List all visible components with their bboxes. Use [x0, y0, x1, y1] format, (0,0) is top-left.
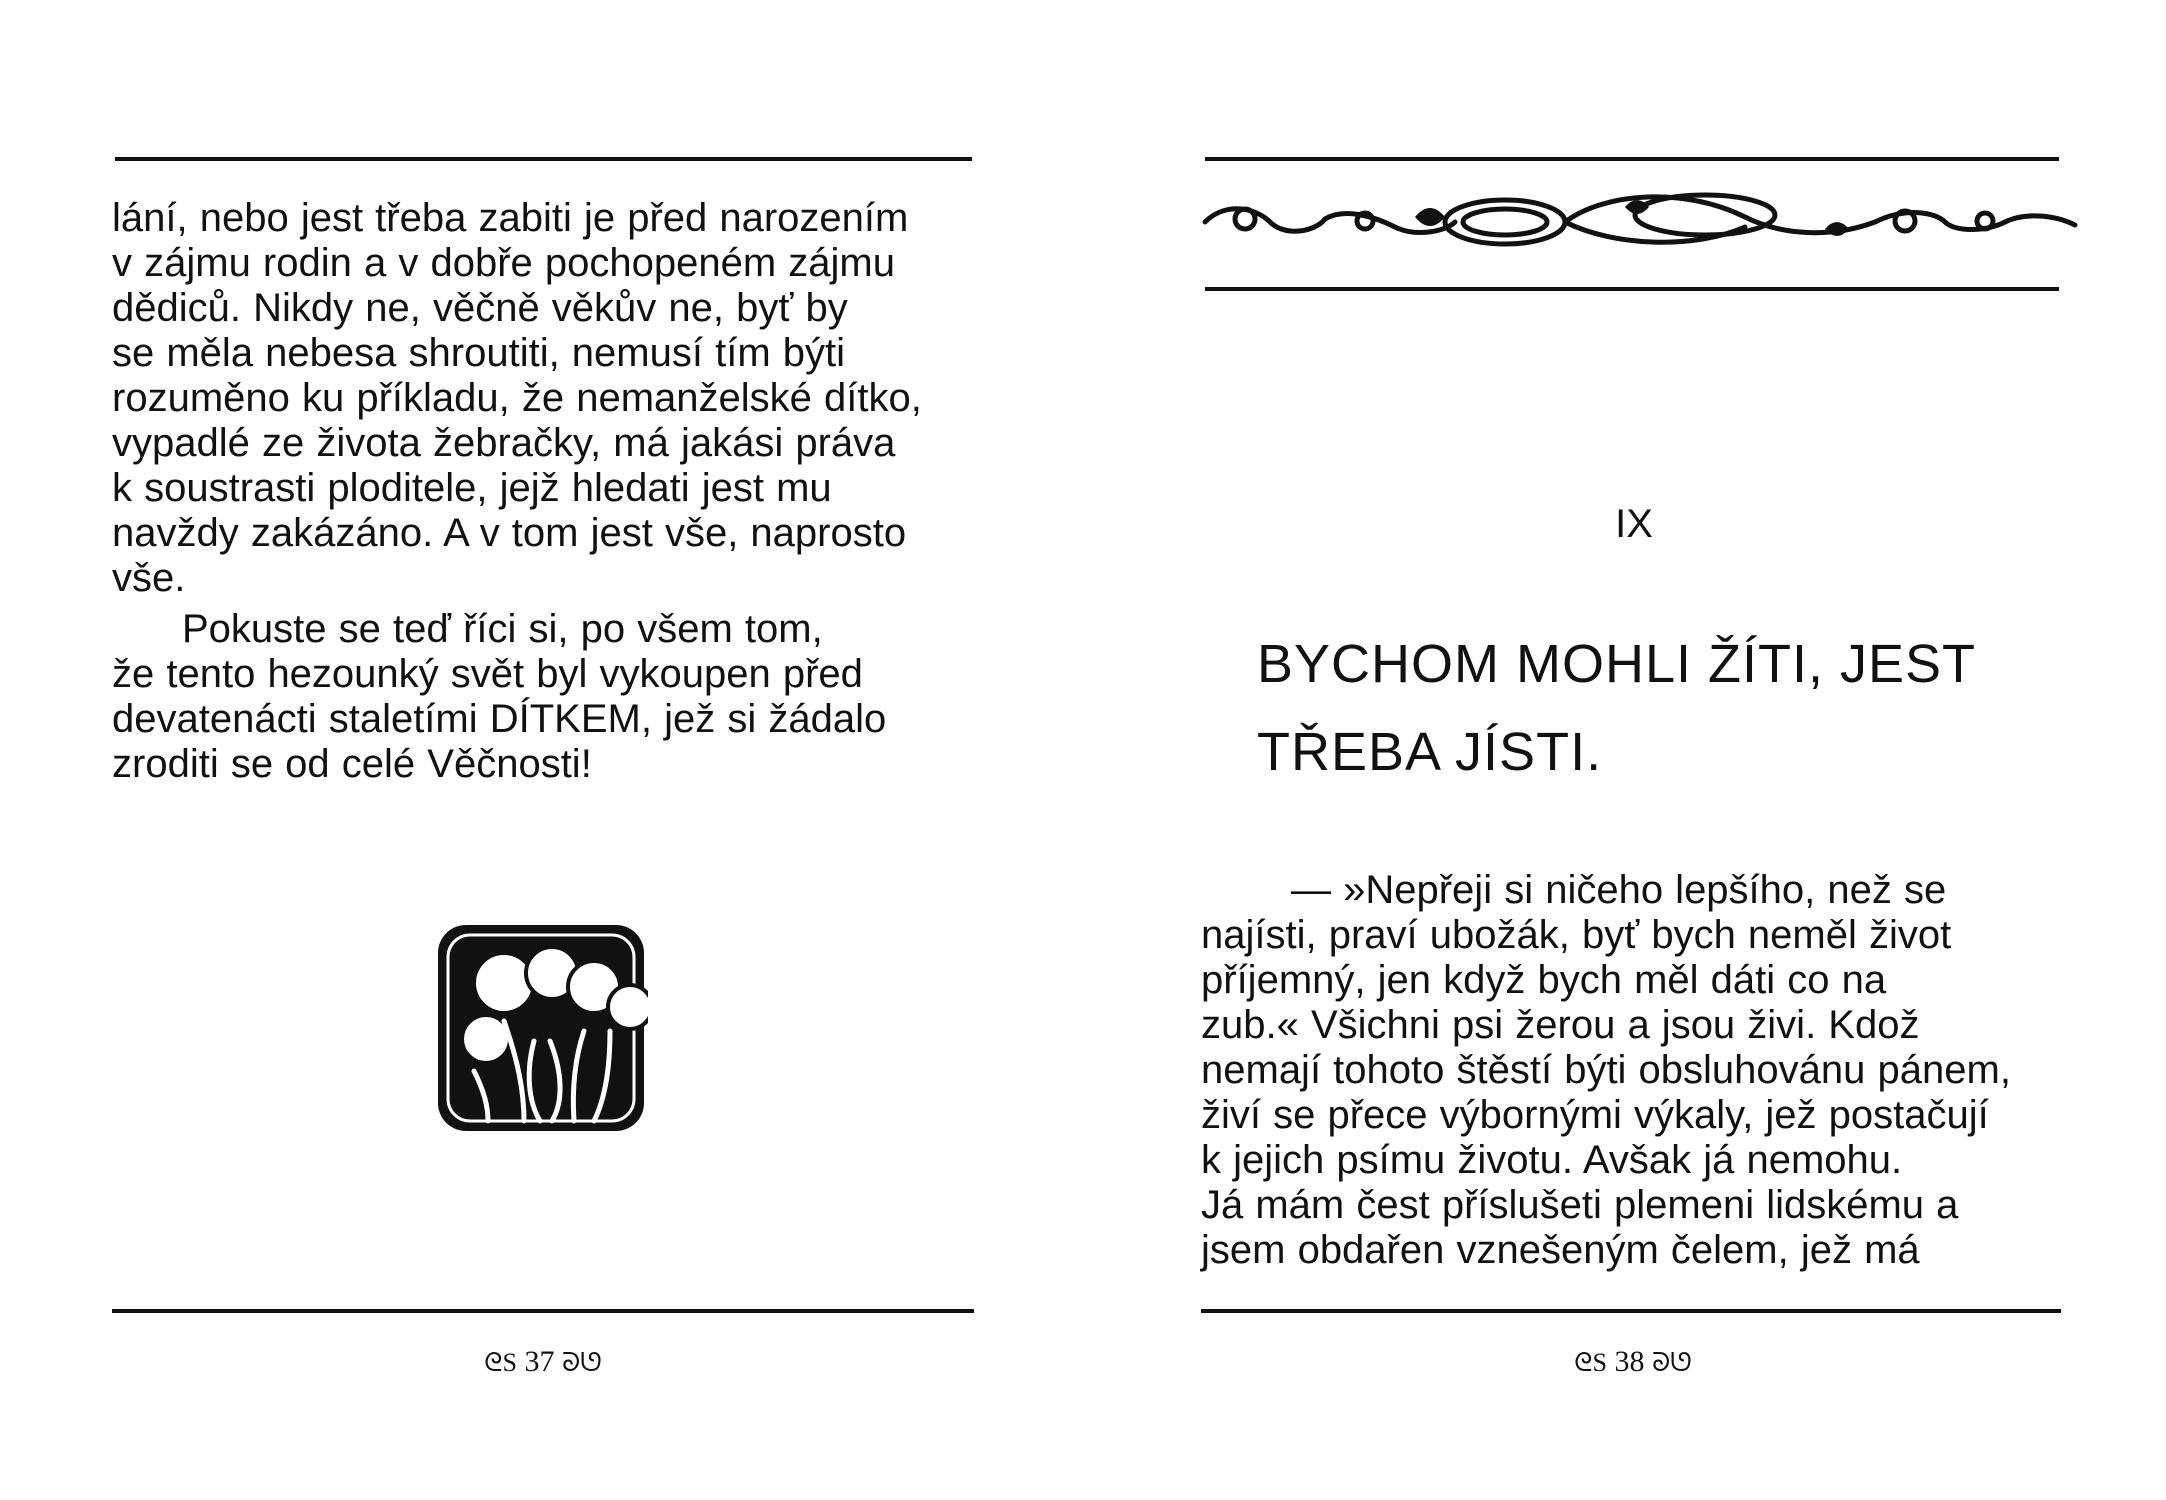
ornamental-headband-icon	[1185, 177, 2085, 267]
left-top-rule	[115, 157, 972, 161]
left-bottom-rule	[112, 1309, 974, 1313]
left-p1-line: lání, nebo jest třeba zabiti je před narozením	[112, 196, 909, 240]
right-p-line: příjemný, jen když bych měl dáti co na	[1201, 958, 1887, 1002]
right-p-line: zub.« Všichni psi žerou a jsou živi. Kdož	[1201, 1003, 1920, 1047]
page-number-left: 37	[524, 1345, 555, 1378]
folio-right-ornament-icon: ᘐᘎ	[561, 1348, 602, 1377]
left-paragraph-1	[112, 196, 974, 601]
right-folio	[1483, 1345, 1783, 1379]
left-p1-line: rozuměno ku příkladu, že nemanželské dítko,	[112, 376, 922, 420]
left-p1-line: v zájmu rodin a v dobře pochopeném zájmu	[112, 241, 895, 285]
left-p1-line: dědiců. Nikdy ne, věčně věkův ne, byť by	[112, 286, 848, 330]
right-p-line: jsem obdařen vznešeným čelem, jež má	[1201, 1228, 1920, 1272]
left-paragraph-2	[112, 607, 974, 787]
right-p-line: — »Nepřeji si ničeho lepšího, než se	[1291, 868, 1947, 912]
folio-left-ornament-icon: ᘓS	[1574, 1348, 1607, 1377]
right-p-line: živí se přece výbornými výkaly, jež postačují	[1201, 1093, 1989, 1137]
left-p2-line: že tento hezounký svět byl vykoupen před	[112, 652, 863, 696]
right-p-line: Já mám čest příslušeti plemeni lidskému a	[1201, 1183, 1959, 1227]
right-page-text	[1201, 868, 2061, 1273]
left-p2-line: devatenácti staletími DÍTKEM, jež si žádalo	[112, 697, 887, 741]
right-top-rule	[1205, 157, 2059, 161]
right-bottom-rule	[1201, 1309, 2061, 1313]
left-p2-line: zroditi se od celé Věčnosti!	[112, 742, 592, 786]
chapter-number: IX	[1615, 502, 1653, 546]
left-p1-line: se měla nebesa shroutiti, nemusí tím býti	[112, 331, 845, 375]
left-page-text	[112, 196, 974, 787]
chapter-title	[1257, 620, 2057, 796]
right-paragraph	[1201, 868, 2061, 1273]
folio-right-ornament-icon: ᘐᘎ	[1651, 1348, 1692, 1377]
chapter-title-line: TŘEBA JÍSTI.	[1257, 722, 1603, 782]
left-p1-line: navždy zakázáno. A v tom jest vše, naprosto	[112, 511, 907, 555]
chapter-title-line: BYCHOM MOHLI ŽÍTI, JEST	[1257, 634, 1977, 694]
left-p1-line: vypadlé ze života žebračky, má jakási práva	[112, 421, 896, 465]
right-p-line: k jejich psímu životu. Avšak já nemohu.	[1201, 1138, 1903, 1182]
left-p2-line: Pokuste se teď říci si, po všem tom,	[182, 607, 823, 651]
flower-vignette-icon	[434, 921, 648, 1135]
right-p-line: najísti, praví ubožák, byť bych neměl život	[1201, 913, 1952, 957]
page-number-right: 38	[1614, 1345, 1645, 1378]
left-p1-line: vše.	[112, 556, 186, 600]
left-p1-line: k soustrasti ploditele, jejž hledati jest mu	[112, 466, 832, 510]
right-p-line: nemají tohoto štěstí býti obsluhovánu pánem,	[1201, 1048, 2011, 1092]
left-folio	[393, 1345, 693, 1379]
folio-left-ornament-icon: ᘓS	[484, 1348, 517, 1377]
right-headband-rule	[1205, 287, 2059, 291]
